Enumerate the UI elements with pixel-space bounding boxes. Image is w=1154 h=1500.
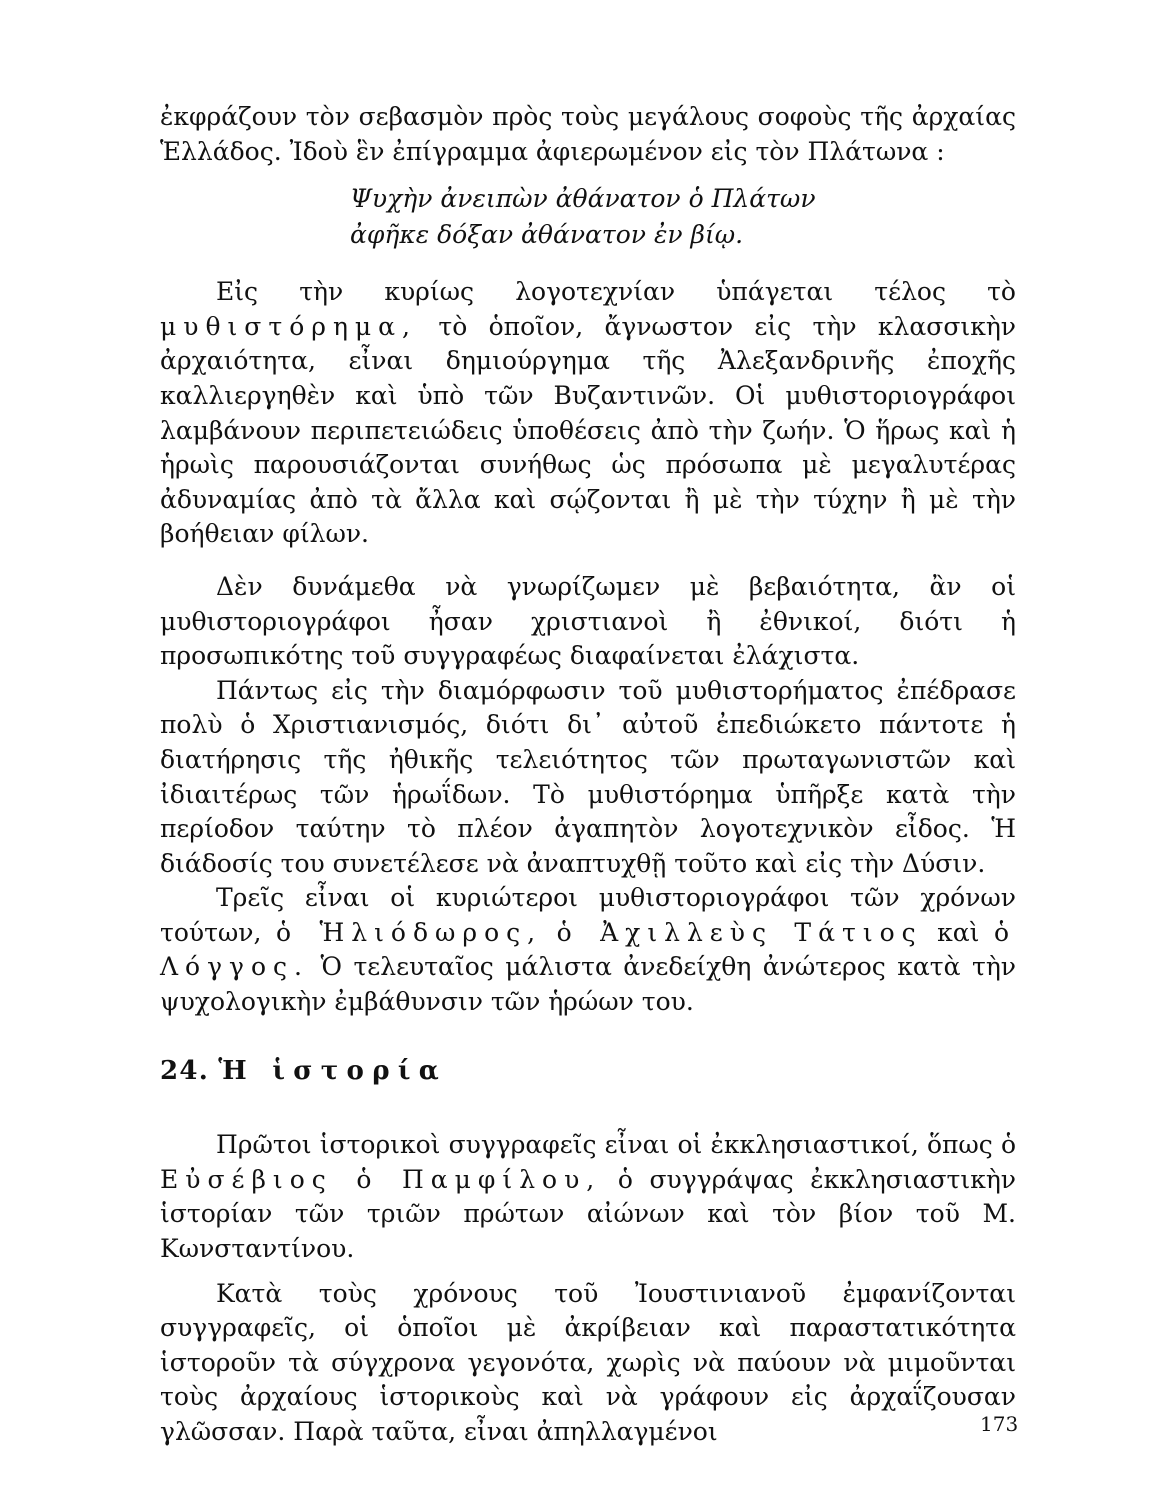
name-achilles-tatius: ὁ Ἀχιλλεὺς Τάτιος (556, 917, 923, 947)
p5-and: καὶ (937, 917, 980, 947)
p5-rest: Ὁ τελευταῖος μάλιστα ἀνεδείχθη ἀνώτερος κατὰ τὴν ψυχολογικὴν ἐμβάθυνσιν τῶν ἡρώων του. (160, 952, 1016, 1017)
page-text (160, 100, 1019, 1450)
poem-line-2: ἀφῆκε δόξαν ἀθάνατον ἐν βίῳ. (350, 220, 744, 250)
paragraph-epigram-intro: ἐκφράζουν τὸν σεβασμὸν πρὸς τοὺς μεγάλους σοφοὺς τῆς ἀρχαίας Ἑλλάδος. Ἰδοὺ ἓν ἐπίγραμμα ἀφιερωμένον εἰς τὸν Πλάτωνα : (160, 102, 1016, 166)
p2-rest: τὸ ὁποῖον, ἄγνωστον εἰς τὴν κλασσικὴν ἀρχαιότητα, εἶναι δημιούργημα τῆς Ἀλεξανδρινῆς ἐποχῆς καλλιεργηθὲν καὶ ὑπὸ τῶν Βυζαντινῶν. Οἱ μυθιστοριογράφοι λαμβάνουν περιπετειώδεις ὑποθέσεις ἀπὸ τὴν ζωήν. Ὁ ἥρως καὶ ἡ ἡρωὶς παρουσιάζονται συνήθως ὡς πρόσωπα μὲ μεγαλυτέρας ἀδυναμίας ἀπὸ τὰ ἄλλα καὶ σῴζονται ἢ μὲ τὴν τύχην ἢ μὲ τὴν βοήθειαν φίλων. (160, 311, 1017, 549)
term-novel: μυθιστόρημα, (160, 311, 417, 341)
epigram-poem (350, 181, 1016, 253)
section-title: Ἡ ἱστορία (218, 1055, 448, 1086)
paragraph-justinian: Κατὰ τοὺς χρόνους τοῦ Ἰουστινιανοῦ ἐμφανίζονται συγγραφεῖς, οἱ ὁποῖοι μὲ ἀκρίβειαν καὶ παραστατικότητα ἱστοροῦν τὰ σύγχρονα γεγονότα, χωρὶς νὰ παύουν νὰ μιμοῦνται τοὺς ἀρχαίους ἱστορικοὺς καὶ νὰ γράφουν εἰς ἀρχαΐζουσαν γλῶσσαν. Παρὰ ταῦτα, εἶναι ἀπηλλαγμένοι (160, 1278, 1016, 1446)
name-eusebius: Εὐσέβιος ὁ Παμφίλου, (160, 1164, 602, 1194)
p6-start: Πρῶτοι ἱστορικοὶ συγγραφεῖς εἶναι οἱ ἐκκλησιαστικοί, ὅπως ὁ (216, 1130, 1016, 1160)
p2-start: Εἰς τὴν κυρίως λογοτεχνίαν ὑπάγεται τέλος τὸ (216, 277, 1016, 307)
poem-line-1: Ψυχὴν ἀνειπὼν ἀθάνατον ὁ Πλάτων (350, 184, 816, 214)
name-heliodorus: ὁ Ἡλιόδωρος, (275, 917, 543, 947)
paragraph-novel (160, 275, 1016, 552)
paragraph-authors-faith: Δὲν δυνάμεθα νὰ γνωρίζωμεν μὲ βεβαιότητα, ἂν οἱ μυθιστοριογράφοι ἦσαν χριστιανοὶ ἢ ἐθνικοί, διότι ἡ προσωπικότης τοῦ συγγραφέως διαφαίνεται ἐλάχιστα. (160, 571, 1016, 671)
section-heading (160, 1054, 1016, 1089)
p6-rest: ὁ συγγράψας ἐκκλησιαστικὴν ἱστορίαν τῶν τριῶν πρώτων αἰώνων καὶ τὸν βίον τοῦ Μ. Κωνσταντίνου. (160, 1164, 1016, 1264)
paragraph-novelists (160, 881, 1016, 1019)
p5-start: Τρεῖς εἶναι οἱ κυριώτεροι μυθιστοριογράφοι τῶν χρόνων τούτων, (160, 883, 1016, 947)
paragraph-christianity: Πάντως εἰς τὴν διαμόρφωσιν τοῦ μυθιστορήματος ἐπέδρασε πολὺ ὁ Χριστιανισμός, διότι δι᾽ αὐτοῦ ἐπεδιώκετο πάντοτε ἡ διατήρησις τῆς ἠθικῆς τελειότητος τῶν πρωταγωνιστῶν καὶ ἰδιαιτέρως τῶν ἡρωΐδων. Τὸ μυθιστόρημα ὑπῆρξε κατὰ τὴν περίοδον ταύτην τὸ πλέον ἀγαπητὸν λογοτεχνικὸν εἶδος. Ἡ διάδοσίς του συνετέλεσε νὰ ἀναπτυχθῇ τοῦτο καὶ εἰς τὴν Δύσιν. (160, 675, 1016, 878)
section-number: 24. (160, 1055, 210, 1086)
page-number: 173 (980, 1412, 1019, 1436)
name-longus: ὁ Λόγγος. (160, 917, 1017, 982)
paragraph-historians (160, 1128, 1016, 1266)
